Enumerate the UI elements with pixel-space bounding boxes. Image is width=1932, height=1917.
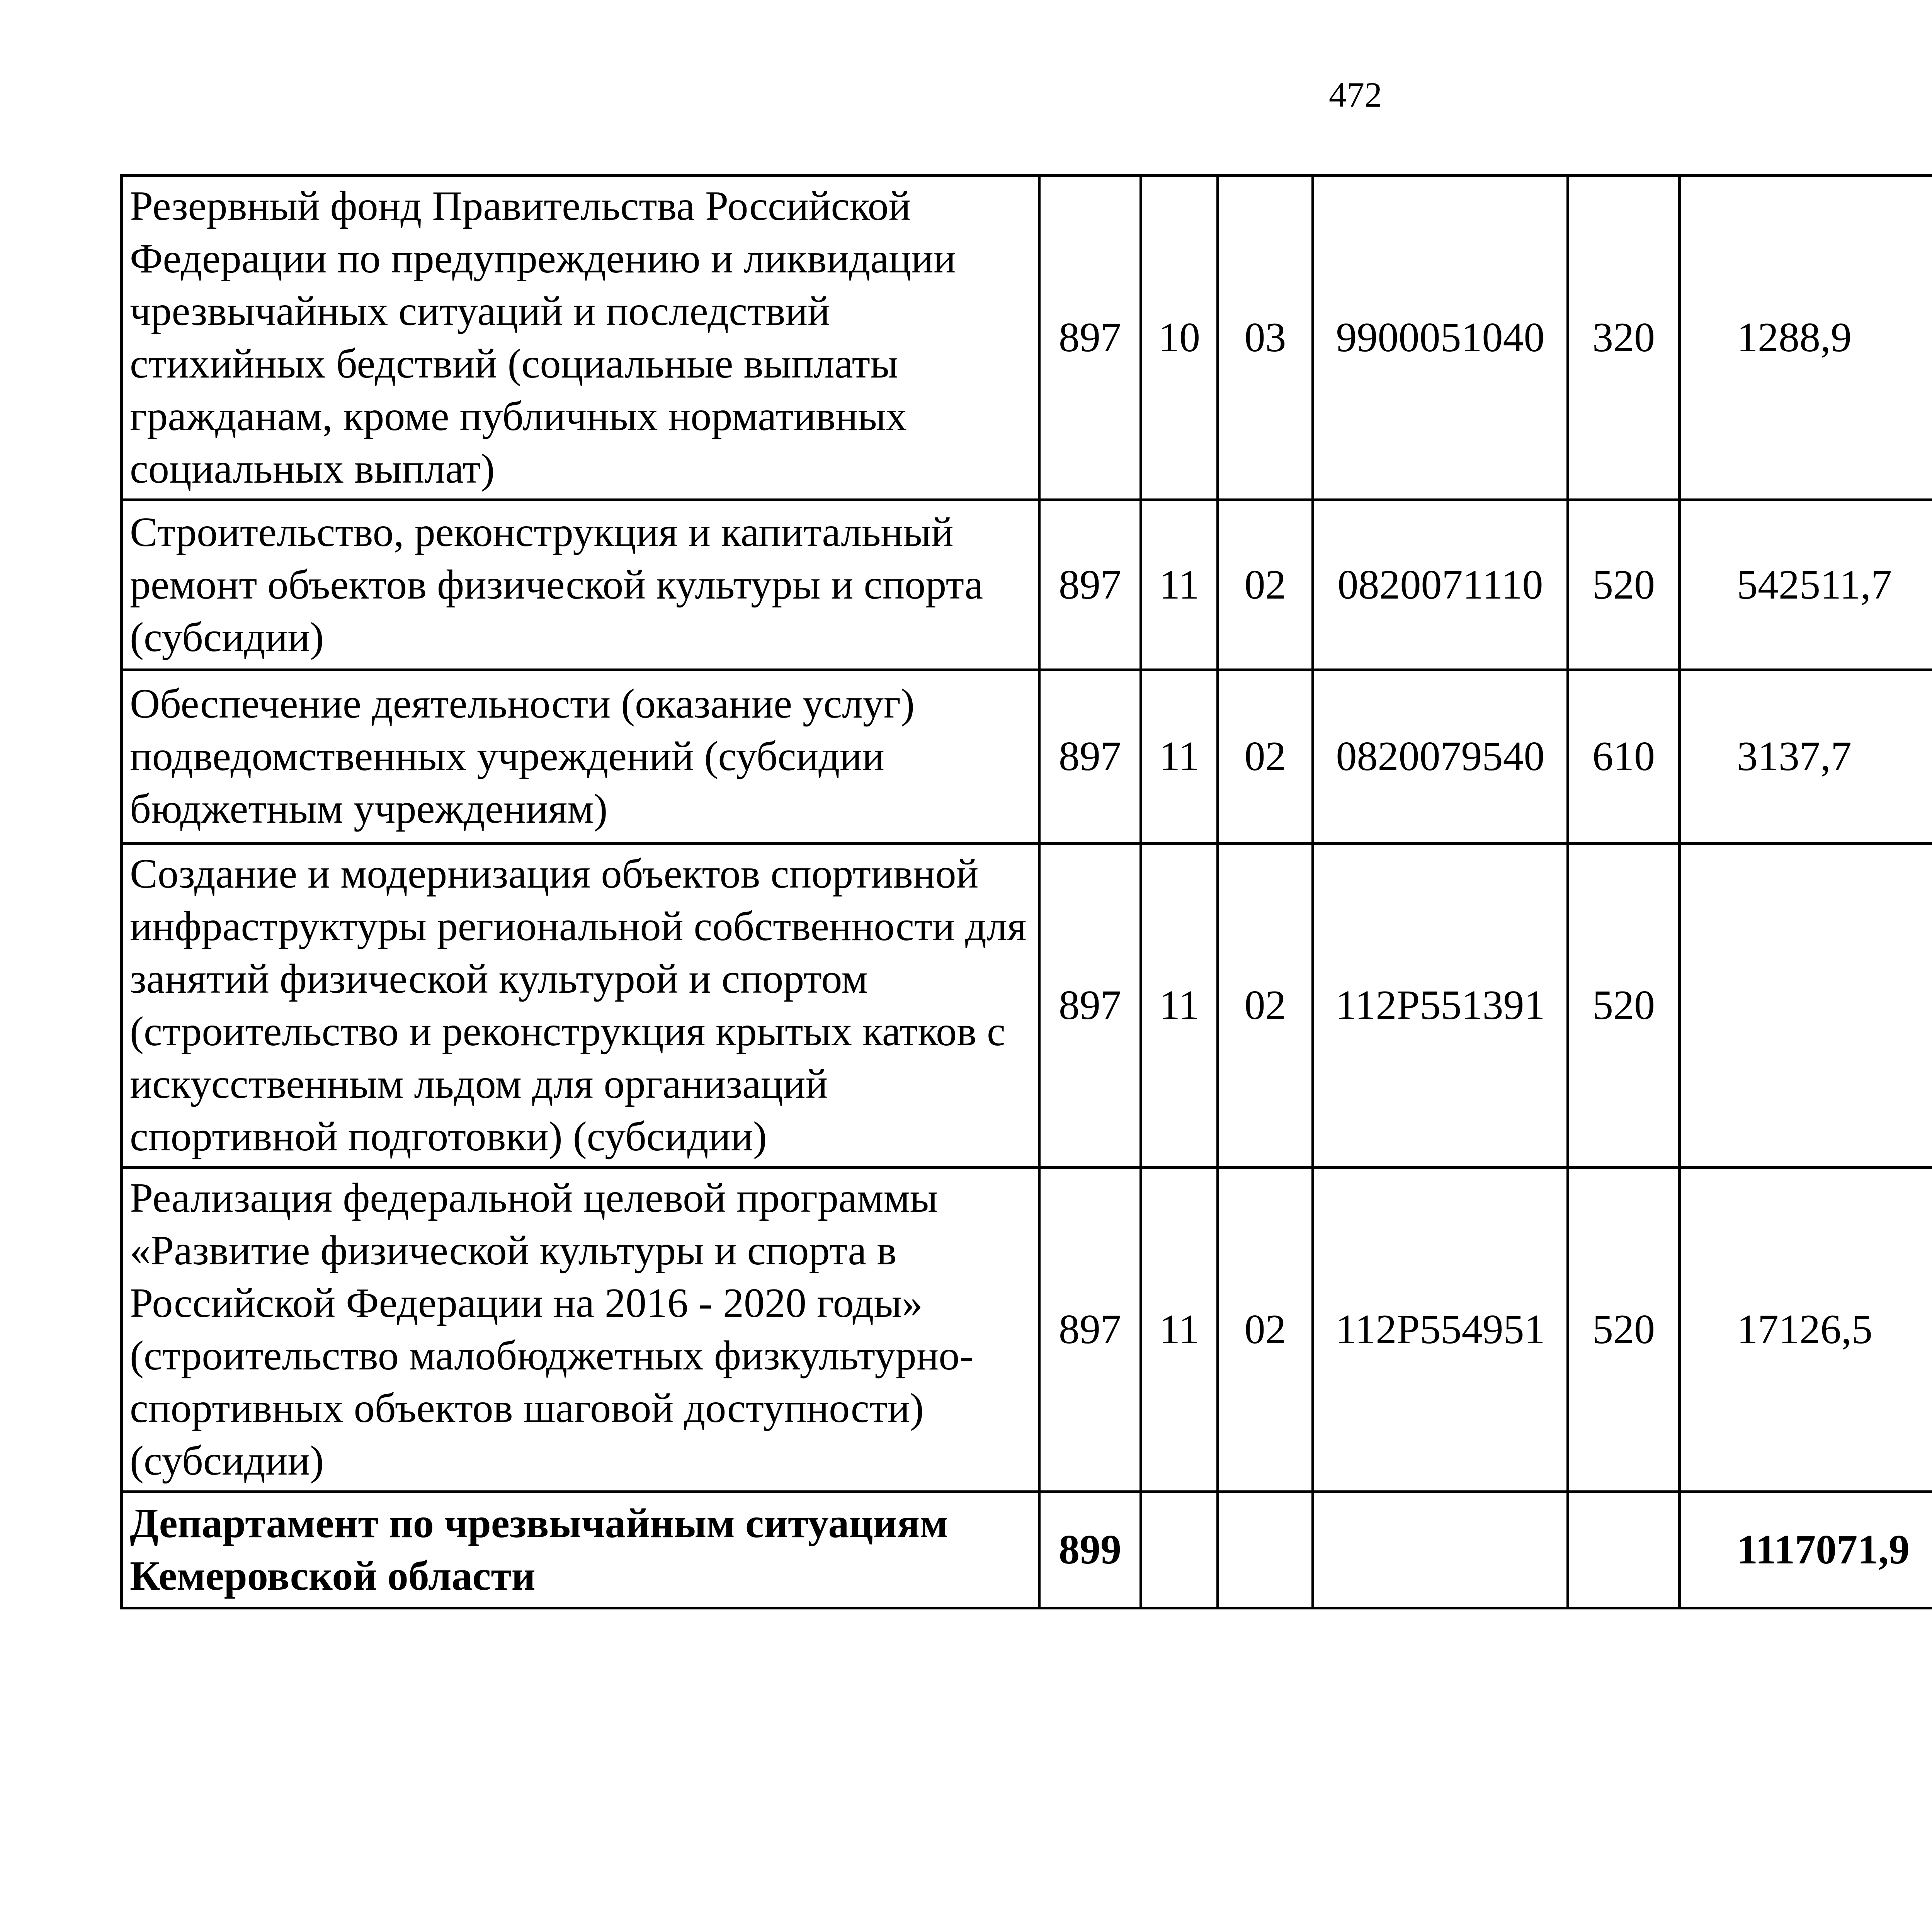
budget-table xyxy=(120,174,1932,1609)
ministry-code: 897 xyxy=(1039,844,1141,1168)
subsection-code: 02 xyxy=(1218,844,1313,1168)
row-name: Создание и модернизация объектов спортивной инфраструктуры региональной собственности для занятий физической культурой и спортом (строительство и реконструкция крытых катков с искусственным льдом для организаций спортивной подготовки) (субсидии) xyxy=(122,844,1039,1168)
section-code: 11 xyxy=(1141,1168,1218,1492)
expense-type xyxy=(1568,1492,1680,1608)
ministry-code: 897 xyxy=(1039,1168,1141,1492)
target-article: 0820079540 xyxy=(1313,670,1568,844)
ministry-code: 899 xyxy=(1039,1492,1141,1608)
row-name: Обеспечение деятельности (оказание услуг) подведомственных учреждений (субсидии бюджетным учреждениям) xyxy=(122,670,1039,844)
target-article: 112P554951 xyxy=(1313,1168,1568,1492)
target-article: 9900051040 xyxy=(1313,176,1568,500)
ministry-code: 897 xyxy=(1039,500,1141,670)
amount-1: 3137,7 xyxy=(1680,670,1932,844)
table-row xyxy=(122,500,1932,670)
section-code: 11 xyxy=(1141,844,1218,1168)
expense-type: 520 xyxy=(1568,1168,1680,1492)
section-code xyxy=(1141,1492,1218,1608)
ministry-code: 897 xyxy=(1039,670,1141,844)
row-name: Департамент по чрезвычайным ситуациям Кемеровской области xyxy=(122,1492,1039,1608)
page-number: 472 xyxy=(1329,75,1382,114)
section-code: 11 xyxy=(1141,500,1218,670)
section-code: 11 xyxy=(1141,670,1218,844)
amount-1 xyxy=(1680,844,1932,1168)
table-row xyxy=(122,844,1932,1168)
target-article: 0820071110 xyxy=(1313,500,1568,670)
amount-1: 542511,7 xyxy=(1680,500,1932,670)
amount-1: 1117071,9 xyxy=(1680,1492,1932,1608)
table-row-total xyxy=(122,1492,1932,1608)
subsection-code: 02 xyxy=(1218,500,1313,670)
target-article xyxy=(1313,1492,1568,1608)
row-name: Резервный фонд Правительства Российской Федерации по предупреждению и ликвидации чрезвычайных ситуаций и последствий стихийных бедствий (социальные выплаты гражданам, кроме публичных нормативных социальных выплат) xyxy=(122,176,1039,500)
subsection-code: 03 xyxy=(1218,176,1313,500)
ministry-code: 897 xyxy=(1039,176,1141,500)
row-name: Реализация федеральной целевой программы «Развитие физической культуры и спорта в Российской Федерации на 2016 - 2020 годы» (строительство малобюджетных физкультурно-спортивных объектов шаговой доступности) (субсидии) xyxy=(122,1168,1039,1492)
table-row xyxy=(122,176,1932,500)
table-row xyxy=(122,1168,1932,1492)
table-row xyxy=(122,670,1932,844)
expense-type: 610 xyxy=(1568,670,1680,844)
row-name: Строительство, реконструкция и капитальный ремонт объектов физической культуры и спорта (субсидии) xyxy=(122,500,1039,670)
subsection-code: 02 xyxy=(1218,670,1313,844)
expense-type: 520 xyxy=(1568,844,1680,1168)
table-body xyxy=(122,176,1932,1608)
subsection-code xyxy=(1218,1492,1313,1608)
expense-type: 320 xyxy=(1568,176,1680,500)
expense-type: 520 xyxy=(1568,500,1680,670)
target-article: 112P551391 xyxy=(1313,844,1568,1168)
section-code: 10 xyxy=(1141,176,1218,500)
amount-1: 17126,5 xyxy=(1680,1168,1932,1492)
subsection-code: 02 xyxy=(1218,1168,1313,1492)
amount-1: 1288,9 xyxy=(1680,176,1932,500)
